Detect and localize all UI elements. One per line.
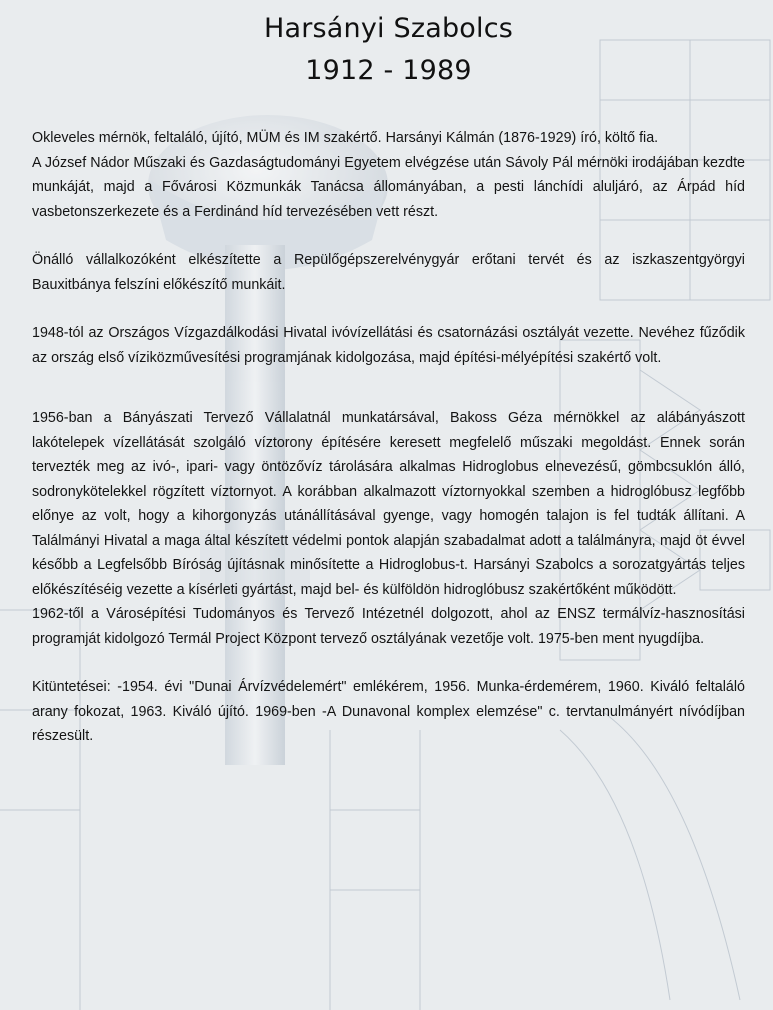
person-name: Harsányi Szabolcs [263,13,514,44]
paragraph-intro: Okleveles mérnök, feltaláló, újító, MÜM és IM szakértő. Harsányi Kálmán (1876-1929) író, költő fia. [32,130,659,146]
paragraph-independent-work: Önálló vállalkozóként elkészítette a Repülőgépszerelvénygyár erőtani tervét és az iszkaszentgyörgyi Bauxitbánya felszíni előkészítő munkáit. [32,252,745,293]
paragraph-education: A József Nádor Műszaki és Gazdaságtudományi Egyetem elvégzése után Sávoly Pál mérnöki irodájában kezdte munkáját, majd a Fővárosi Közmunkák Tanácsa állományában, a pesti lánchídi aluljáró, az Árpád híd vasbetonszerkezete és a Ferdinánd híd tervezésében vett részt. [32,154,745,220]
paragraph-awards: Kitüntetései: -1954. évi "Dunai Árvízvédelemért" emlékérem, 1956. Munka-érdemérem, 1960. Kiváló feltaláló arany fokozat, 1963. Kiváló újító. 1969-ben -A Dunavonal komplex elemzése" c. tervtanulmányért nívódíjban részesült. [32,679,745,744]
life-years: 1912 - 1989 [305,55,472,86]
paragraph-water-authority: 1948-tól az Országos Vízgazdálkodási Hivatal ivóvízellátási és csatornázási osztályát vezette. Nevéhez fűződik az ország első víziközművesítési programjának kidolgozása, majd építési-mélyépítési szakértő volt. [32,325,745,366]
document-body [0,10,773,749]
paragraph-hidroglobus: 1956-ban a Bányászati Tervező Vállalatnál munkatársával, Bakoss Géza mérnökkel az alábányászott lakótelepek vízellátását szolgáló víztorony építésére keresett megfelelő műszaki megoldást. Ennek során tervezték meg az ivó-, ipari- vagy öntözővíz tárolására alkalmas Hidroglobus elnevezésű, gömbcsuklón álló, sodronykötelekkel rögzített víztornyot. A korábban alkalmazott víztornyokkal szemben a hidroglóbusz legfőbb előnye az volt, hogy a kihorgonyzás utánállításával gyenge, vagy homogén talajon is fel tudták állítani. A Találmányi Hivatal a maga által készített védelmi pontok alapján szabadalmat adott a találmányra, majd öt évvel később a Legfelsőbb Bíróság újításnak minősítette a Hidroglobus-t. Harsányi Szabolcs a sorozatgyártás teljes előkészítéséig vezette a kísérleti gyártást, majd bel- és külföldön hidroglóbusz szakértőként működött. [32,410,745,598]
paragraph-urban-institute: 1962-től a Városépítési Tudományos és Tervező Intézetnél dolgozott, ahol az ENSZ termálvíz-hasznosítási programját kidolgozó Termál Project Központ tervező osztályának vezetője volt. 1975-ben ment nyugdíjba. [32,606,745,647]
